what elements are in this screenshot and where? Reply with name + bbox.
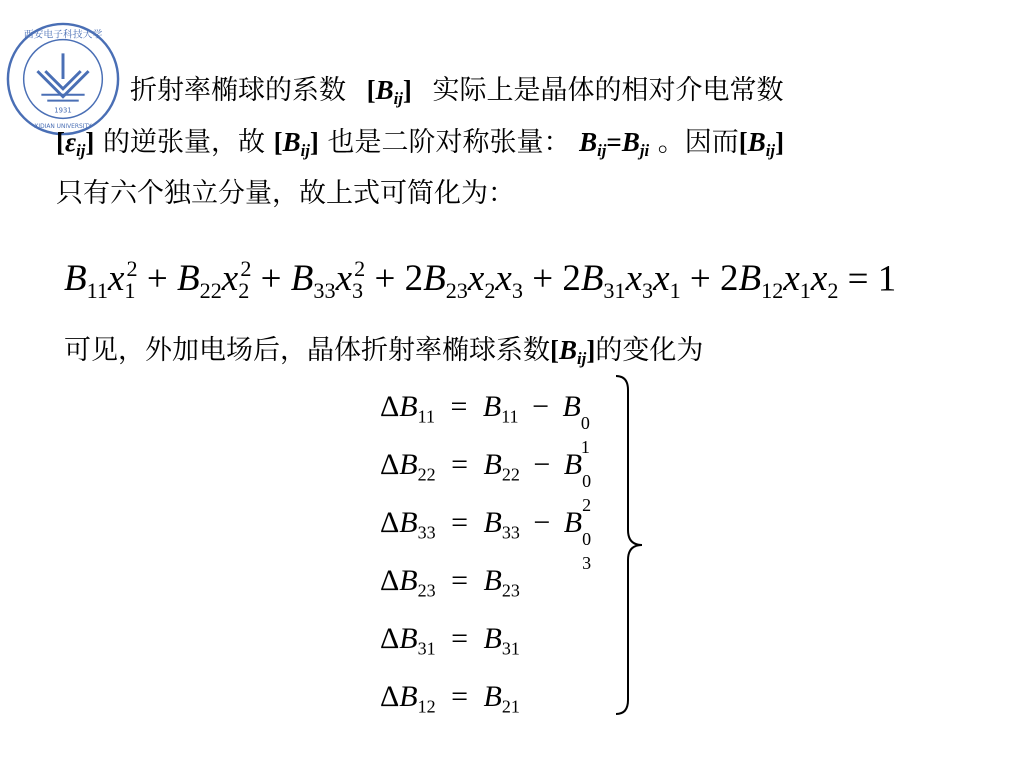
seal-cn-name: 西安电子科技大学 (23, 29, 103, 41)
plus-sign: + (146, 258, 168, 300)
equation-row: $\Delta B_{11} = B_{11} - B$ 0 1 (380, 390, 590, 457)
tensor-symbol-epsilon: $[\varepsilon_{ij}]$ (56, 127, 95, 161)
equation-row: $\Delta B_{23} = B_{23}$ (380, 564, 520, 601)
text-fragment: 的逆张量，故 (102, 127, 265, 158)
plus-sign: + (532, 258, 554, 300)
seal-en-name: XIDIAN UNIVERSITY (34, 124, 92, 131)
paragraph-line-1 (130, 72, 784, 117)
plus-sign: + (689, 258, 711, 300)
tensor-symbol-bij: $[B_{ij}]$ (550, 335, 596, 369)
equals-sign: = (847, 258, 869, 300)
paragraph-line-2 (56, 124, 784, 169)
right-brace (612, 374, 652, 716)
term-2: $B_{22}x_2^2$ (176, 256, 252, 304)
equation-row: $\Delta B_{31} = B_{31}$ (380, 622, 520, 659)
equation-rhs: 1 (877, 258, 897, 300)
text-fragment: 。因而 (657, 127, 739, 158)
main-equation (64, 238, 984, 304)
term-5: $2B_{31}x_3x_1$ (562, 258, 681, 304)
paragraph-2 (64, 332, 703, 377)
paragraph-line-3 (56, 176, 515, 212)
university-seal-logo (4, 20, 122, 138)
text-fragment: 实际上是晶体的相对介电常数 (432, 75, 784, 106)
equation-row: $\Delta B_{22} = B_{22} - B$ 0 2 (380, 448, 592, 515)
tensor-symbol-bij: $[B_{ij}]$ (738, 127, 785, 161)
delta-b-equation-system (380, 378, 650, 726)
plus-sign: + (260, 258, 282, 300)
text-fragment: 折射率椭球的系数 (130, 75, 346, 106)
tensor-symbol-bij: $[B_{ij}]$ (366, 75, 412, 109)
text-fragment: 可见，外加电场后，晶体折射率椭球系数 (64, 335, 550, 366)
text-fragment: 只有六个独立分量，故上式可简化为： (56, 178, 515, 209)
text-fragment: 的变化为 (595, 335, 704, 366)
term-6: $2B_{12}x_1x_2$ (720, 258, 839, 304)
term-1: $B_{11}x_1^2$ (64, 256, 138, 304)
seal-year: 1931 (54, 106, 72, 115)
symmetry-relation: $B_{ij}=B_{ji}$ (579, 127, 650, 161)
tensor-symbol-bij: $[B_{ij}]$ (273, 127, 319, 161)
equation-row: $\Delta B_{12} = B_{21}$ (380, 680, 520, 717)
text-fragment: 也是二阶对称张量： (327, 127, 571, 158)
term-3: $B_{33}x_3^2$ (290, 256, 366, 304)
equation-row: $\Delta B_{33} = B_{33} - B$ 0 3 (380, 506, 592, 573)
term-4: $2B_{23}x_2x_3$ (404, 258, 523, 304)
plus-sign: + (374, 258, 396, 300)
